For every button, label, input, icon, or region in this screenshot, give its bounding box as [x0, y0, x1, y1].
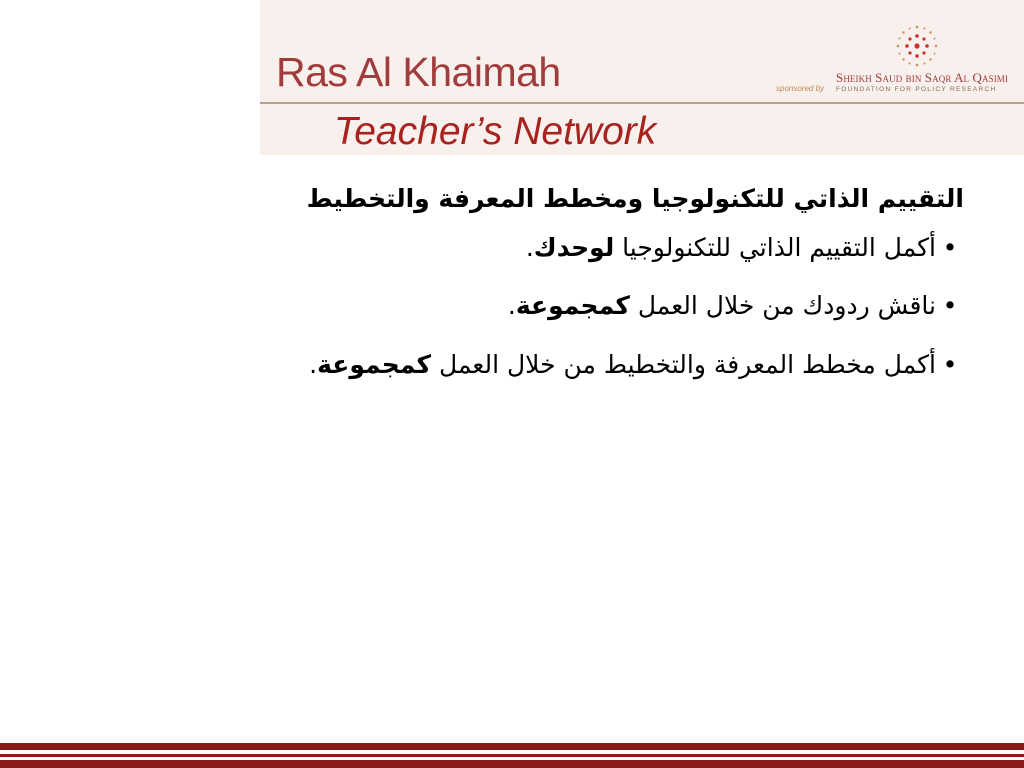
- bullet-icon: •: [942, 291, 958, 320]
- header-divider: [260, 102, 1024, 104]
- footer-bar: [0, 743, 1024, 750]
- sponsor-foundation: FOUNDATION FOR POLICY RESEARCH: [836, 86, 997, 93]
- footer-bar-bottom: [0, 760, 1024, 768]
- bullet-period: .: [525, 232, 534, 262]
- bullet-item: [60, 346, 964, 384]
- bullet-item: [60, 287, 964, 325]
- bullet-emphasis: كمجموعة: [515, 291, 630, 320]
- slide-content: [60, 180, 964, 404]
- brand-subtitle: Teacher’s Network: [334, 110, 657, 153]
- bullet-text: أكمل مخطط المعرفة والتخطيط من خلال العمل: [431, 349, 936, 379]
- bullet-period: .: [309, 349, 318, 379]
- bullet-emphasis: كمجموعة: [317, 349, 432, 379]
- bullet-list: [60, 229, 964, 384]
- brand-title: Ras Al Khaimah: [276, 49, 561, 95]
- sponsor-name: Sheikh Saud bin Saqr Al Qasimi: [836, 70, 1008, 85]
- bullet-icon: •: [942, 349, 958, 379]
- bullet-text: أكمل التقييم الذاتي للتكنولوجيا: [614, 232, 936, 262]
- bullet-period: .: [507, 291, 516, 320]
- bullet-icon: •: [942, 232, 958, 262]
- bullet-emphasis: لوحدك: [533, 232, 615, 262]
- bullet-item: [60, 229, 964, 267]
- sponsored-by-label: sponsored by: [776, 84, 825, 93]
- sunburst-logo-icon: [893, 22, 941, 70]
- bullet-text: ناقش ردودك من خلال العمل: [629, 291, 936, 320]
- slide-heading: التقييم الذاتي للتكنولوجيا ومخطط المعرفة والتخطيط: [306, 184, 964, 213]
- footer-bar-thin: [0, 754, 1024, 757]
